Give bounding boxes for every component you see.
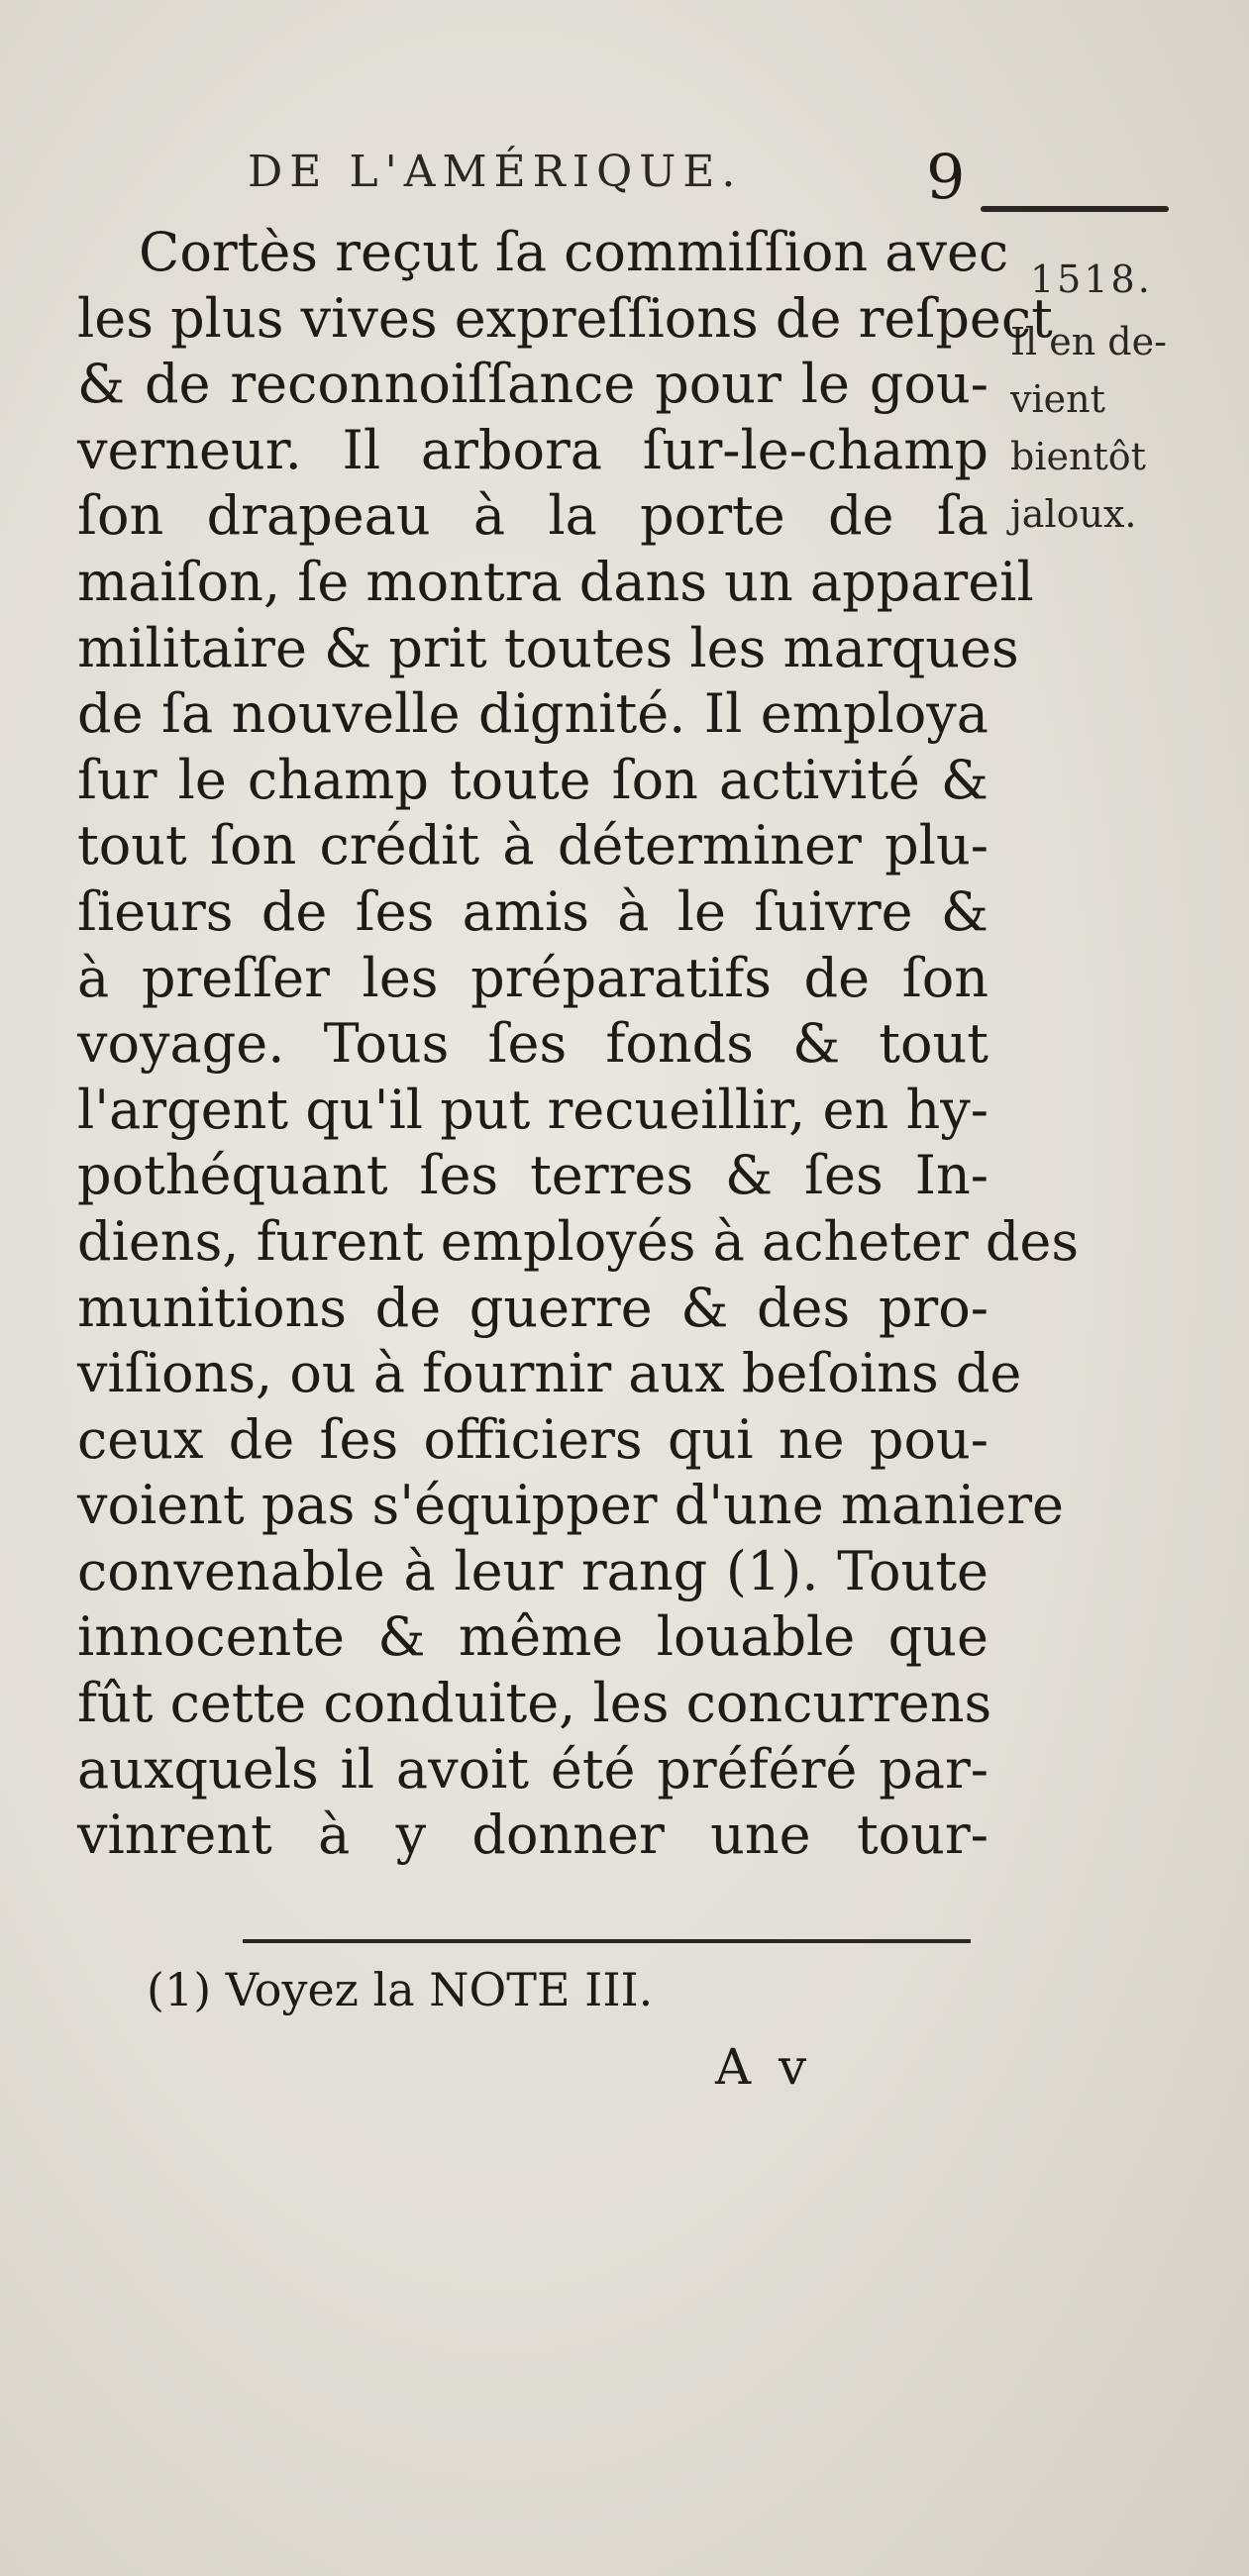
body-line: & de reconnoiſſance pour le gou- — [77, 353, 989, 416]
body-line: militaire & prit toutes les marques — [77, 616, 1019, 679]
body-line: tout ſon crédit à déterminer plu- — [77, 814, 989, 877]
body-line: l'argent qu'il put recueillir, en hy- — [77, 1078, 989, 1141]
body-line: ceux de ſes officiers qui ne pou- — [77, 1407, 989, 1471]
body-line: ſur le champ toute ſon activité & — [77, 748, 989, 811]
body-line: munitions de guerre & des pro- — [77, 1276, 989, 1339]
page-number: 9 — [926, 141, 966, 213]
body-line: maiſon, ſe montra dans un appareil — [77, 550, 1034, 613]
body-line: fût cette conduite, les concurrens — [77, 1672, 992, 1735]
header-rule — [981, 206, 1169, 212]
body-line: viſions, ou à fournir aux beſoins de — [77, 1342, 1022, 1405]
body-line: de ſa nouvelle dignité. Il employa — [77, 682, 989, 746]
body-line: à preſſer les préparatifs de ſon — [77, 946, 989, 1009]
body-line: verneur. Il arbora ſur-le-champ — [77, 418, 989, 481]
margin-note-line: bientôt — [1010, 435, 1146, 478]
footnote: (1) Voyez la NOTE III. — [147, 1963, 654, 2016]
body-line: Cortès reçut ſa commiſſion avec — [139, 221, 1009, 283]
running-head: DE L'AMÉRIQUE. — [248, 147, 743, 197]
body-line: pothéquant ſes terres & ſes In- — [77, 1144, 989, 1207]
body-line: ſieurs de ſes amis à le ſuivre & — [77, 879, 989, 943]
signature-mark: A v — [715, 2038, 813, 2096]
margin-note-line: Il en de- — [1010, 320, 1167, 363]
margin-note-line: jaloux. — [1010, 492, 1137, 536]
margin-year: 1518. — [1030, 258, 1153, 301]
body-line: les plus vives expreſſions de reſpect — [77, 286, 1053, 350]
body-line: vinrent à y donner une tour- — [77, 1803, 989, 1867]
body-line: ſon drapeau à la porte de ſa — [77, 484, 989, 548]
body-line: innocente & même louable que — [77, 1605, 989, 1669]
body-line: auxquels il avoit été préféré par- — [77, 1737, 989, 1801]
body-line: voient pas s'équipper d'une maniere — [77, 1474, 1064, 1537]
body-line: convenable à leur rang (1). Toute — [77, 1539, 989, 1602]
body-line: diens, furent employés à acheter des — [77, 1209, 1080, 1273]
margin-note-line: vient — [1010, 377, 1105, 421]
footnote-rule — [243, 1939, 971, 1943]
body-line: voyage. Tous ſes fonds & tout — [77, 1012, 989, 1076]
